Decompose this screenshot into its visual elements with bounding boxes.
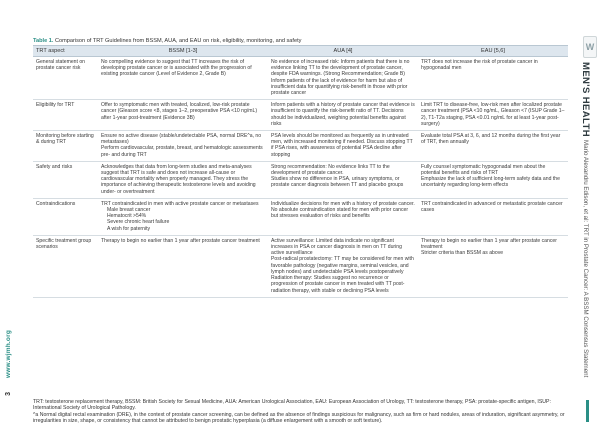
cell-paragraph: Hematocrit >54% [107, 213, 147, 220]
journal-url[interactable]: www.wjmh.org [5, 330, 12, 379]
cell-paragraph: A wish for paternity [107, 225, 151, 232]
row-aspect: Safety and risks [33, 161, 98, 198]
cell-bssm [98, 100, 268, 131]
footnote-abbreviations: TRT: testosterone replacement therapy, BSSM: British Society for Sexual Medicine, AUA: American Urological Association, EAU: European Association of Urology, TT: testosterone therapy, PSA: prostate-specific antigen, ISUP: International Society of Urological Pathology. [33, 399, 551, 412]
row-aspect: Contraindications [33, 198, 98, 235]
cell-bssm [98, 235, 268, 297]
guideline-table-wrapper [33, 45, 568, 298]
running-citation: Mario Alexandru Edison, et al: TRT in Prostate Cancer: A BSSM Consensus Statement [582, 140, 589, 378]
cell-paragraph: Offer to symptomatic men with treated, localized, low-risk prostate cancer (Gleason score <8, stages 1–2, preoperative PSA <10 ng/mL) after 1-year post-treatment (Evidence 3B) [101, 102, 258, 121]
cell-eau [418, 100, 568, 131]
cell-aua [268, 131, 418, 162]
cell-paragraph: Fully counsel symptomatic hypogonadal men about the potential benefits and risks of TRT [421, 163, 546, 177]
left-margin [0, 0, 24, 439]
guideline-comparison-table [33, 45, 568, 298]
table-row [33, 235, 568, 297]
header-eau: EAU [5,6] [418, 46, 568, 57]
cell-paragraph: Emphasize the lack of sufficient long-term safety data and the uncertainty regarding long-term effects [421, 176, 560, 189]
cell-bssm [98, 57, 268, 100]
cell-eau [418, 235, 568, 297]
cell-paragraph: Male breast cancer [107, 207, 151, 214]
table-header [33, 46, 568, 57]
cell-paragraph: Therapy to begin no earlier than 1 year after prostate cancer treatment [421, 237, 557, 251]
cell-aua [268, 198, 418, 235]
cell-paragraph: TRT contraindicated in advanced or metastatic prostate cancer cases [421, 200, 563, 214]
table-row [33, 100, 568, 131]
table-row [33, 198, 568, 235]
cell-aua [268, 235, 418, 297]
cell-bssm [98, 161, 268, 198]
table-caption [33, 38, 563, 44]
cell-paragraph: Limit TRT to disease-free, low-risk men after localized prostate cancer treatment (PSA <10 ng/mL, Gleason <7 (ISUP Grade 1–2), T1-T2a staging, PSA <0.01 ng/mL for at least 1-year post-surgery) [421, 102, 565, 127]
journal-name: MEN'S HEALTH [580, 62, 591, 137]
footnote-dre: ^a Normal digital rectal examination (DRE), in the context of prostate cancer screening, can be defined as the absence of findings suspicious for malignancy, such as firm or hard nodules, areas of induration, significant asymmetry, or irregularities in size, shape, or consistency that cannot be attributed to benign prostatic hyperplasia (a diffuse enlargement with a smooth or soft texture). [33, 411, 565, 424]
cell-paragraph: Individualize decisions for men with a history of prostate cancer. No absolute contraindication stated for men with prior cancer but stresses evaluation of risks and benefits [271, 200, 415, 220]
cell-paragraph: No evidence of increased risk: Inform patients that there is no evidence linking TT to the development of prostate cancer, despite FDA warnings. (Strong Recommendation; Grade B) [271, 59, 410, 78]
cell-paragraph: TRT does not increase the risk of prostate cancer in hypogonadal men [421, 59, 538, 72]
cell-paragraph: Stricter criteria than BSSM as above [421, 250, 504, 257]
cell-bssm [98, 198, 268, 235]
row-aspect: General statement on prostate cancer risk [33, 57, 98, 100]
table-body [33, 57, 568, 298]
cell-aua [268, 161, 418, 198]
cell-aua [268, 100, 418, 131]
header-trt-aspect: TRT aspect [33, 46, 98, 57]
cell-eau [418, 57, 568, 100]
cell-bssm [98, 131, 268, 162]
cell-paragraph: Active surveillance: Limited data indicate no significant increases in PSA or cancer diagnosis in men on TT during active surveillance [271, 237, 402, 257]
cell-paragraph: Inform patients with a history of prostate cancer that evidence is insufficient to quantify the risk-benefit ratio of TT. Decisions should be individualized, weighing potential benefits against risks [271, 102, 415, 127]
cell-paragraph: Ensure no active disease (stable/undetectable PSA, normal DRE^a, no metastases) [101, 133, 262, 146]
table-footnotes [33, 399, 568, 425]
cell-paragraph: Post-radical prostatectomy: TT may be considered for men with favorable pathology (negative margins, seminal vesicles, and lymph nodes) and undetectable PSA levels postoperatively [271, 256, 414, 275]
table-caption-label: Table 1. [33, 38, 54, 44]
cell-eau [418, 198, 568, 235]
accent-bar [586, 400, 589, 422]
header-bssm: BSSM [1-3] [98, 46, 268, 57]
cell-paragraph: Therapy to begin no earlier than 1 year after prostate cancer treatment [101, 237, 260, 244]
cell-eau [418, 161, 568, 198]
table-row [33, 57, 568, 100]
header-aua: AUA [4] [268, 46, 418, 57]
cell-paragraph: Studies show no difference in PSA, urinary symptoms, or prostate cancer diagnosis between TT and placebo groups [271, 176, 404, 189]
journal-logo-icon: W [583, 36, 597, 58]
cell-paragraph: Perform cardiovascular, prostate, breast, and hematologic assessments pre- and during TRT [101, 145, 263, 158]
table-row [33, 131, 568, 162]
cell-paragraph: Severe chronic heart failure [107, 219, 170, 226]
cell-paragraph: Radiation therapy: Studies suggest no recurrence or progression of prostate cancer in men treated with TT post-radiation therapy, with stable or declining PSA levels [271, 275, 405, 294]
cell-paragraph: Evaluate total PSA at 3, 6, and 12 months during the first year of TRT, then annually [421, 133, 561, 146]
cell-paragraph: No compelling evidence to suggest that TT increases the risk of developing prostate cancer or is associated with the progression of existing prostate cancer (Level of Evidence 2, Grade B) [101, 59, 252, 78]
cell-paragraph: TRT contraindicated in men with active prostate cancer or metastases [101, 200, 259, 207]
page-number: 3 [5, 392, 12, 396]
cell-paragraph: PSA levels should be monitored as frequently as in untreated men, with increased monitoring if needed. Discuss stopping TT if PSA rises, with awareness of potential PSA decline after stopping [271, 133, 413, 158]
row-aspect: Monitoring before starting & during TRT [33, 131, 98, 162]
row-aspect: Eligibility for TRT [33, 100, 98, 131]
cell-eau [418, 131, 568, 162]
table-row [33, 161, 568, 198]
table-caption-text: Comparison of TRT Guidelines from BSSM, AUA, and EAU on risk, eligibility, monitoring, and safety [54, 38, 302, 44]
cell-aua [268, 57, 418, 100]
cell-paragraph: Strong recommendation: No evidence links TT to the development of prostate cancer. [271, 163, 390, 177]
cell-paragraph: Inform patients of the lack of evidence for harm but also of insufficient data for quantifying risk-benefit in those with prior prostate cancer [271, 77, 408, 97]
row-aspect: Specific treatment group scenarios [33, 235, 98, 297]
cell-paragraph: Acknowledges that data from long-term studies and meta-analyses suggest that TRT is safe and does not increase all-cause or cardiovascular mortality when properly managed. They stress the importance of achieving therapeutic testosterone levels and avoiding under- or overtreatment [101, 163, 256, 195]
